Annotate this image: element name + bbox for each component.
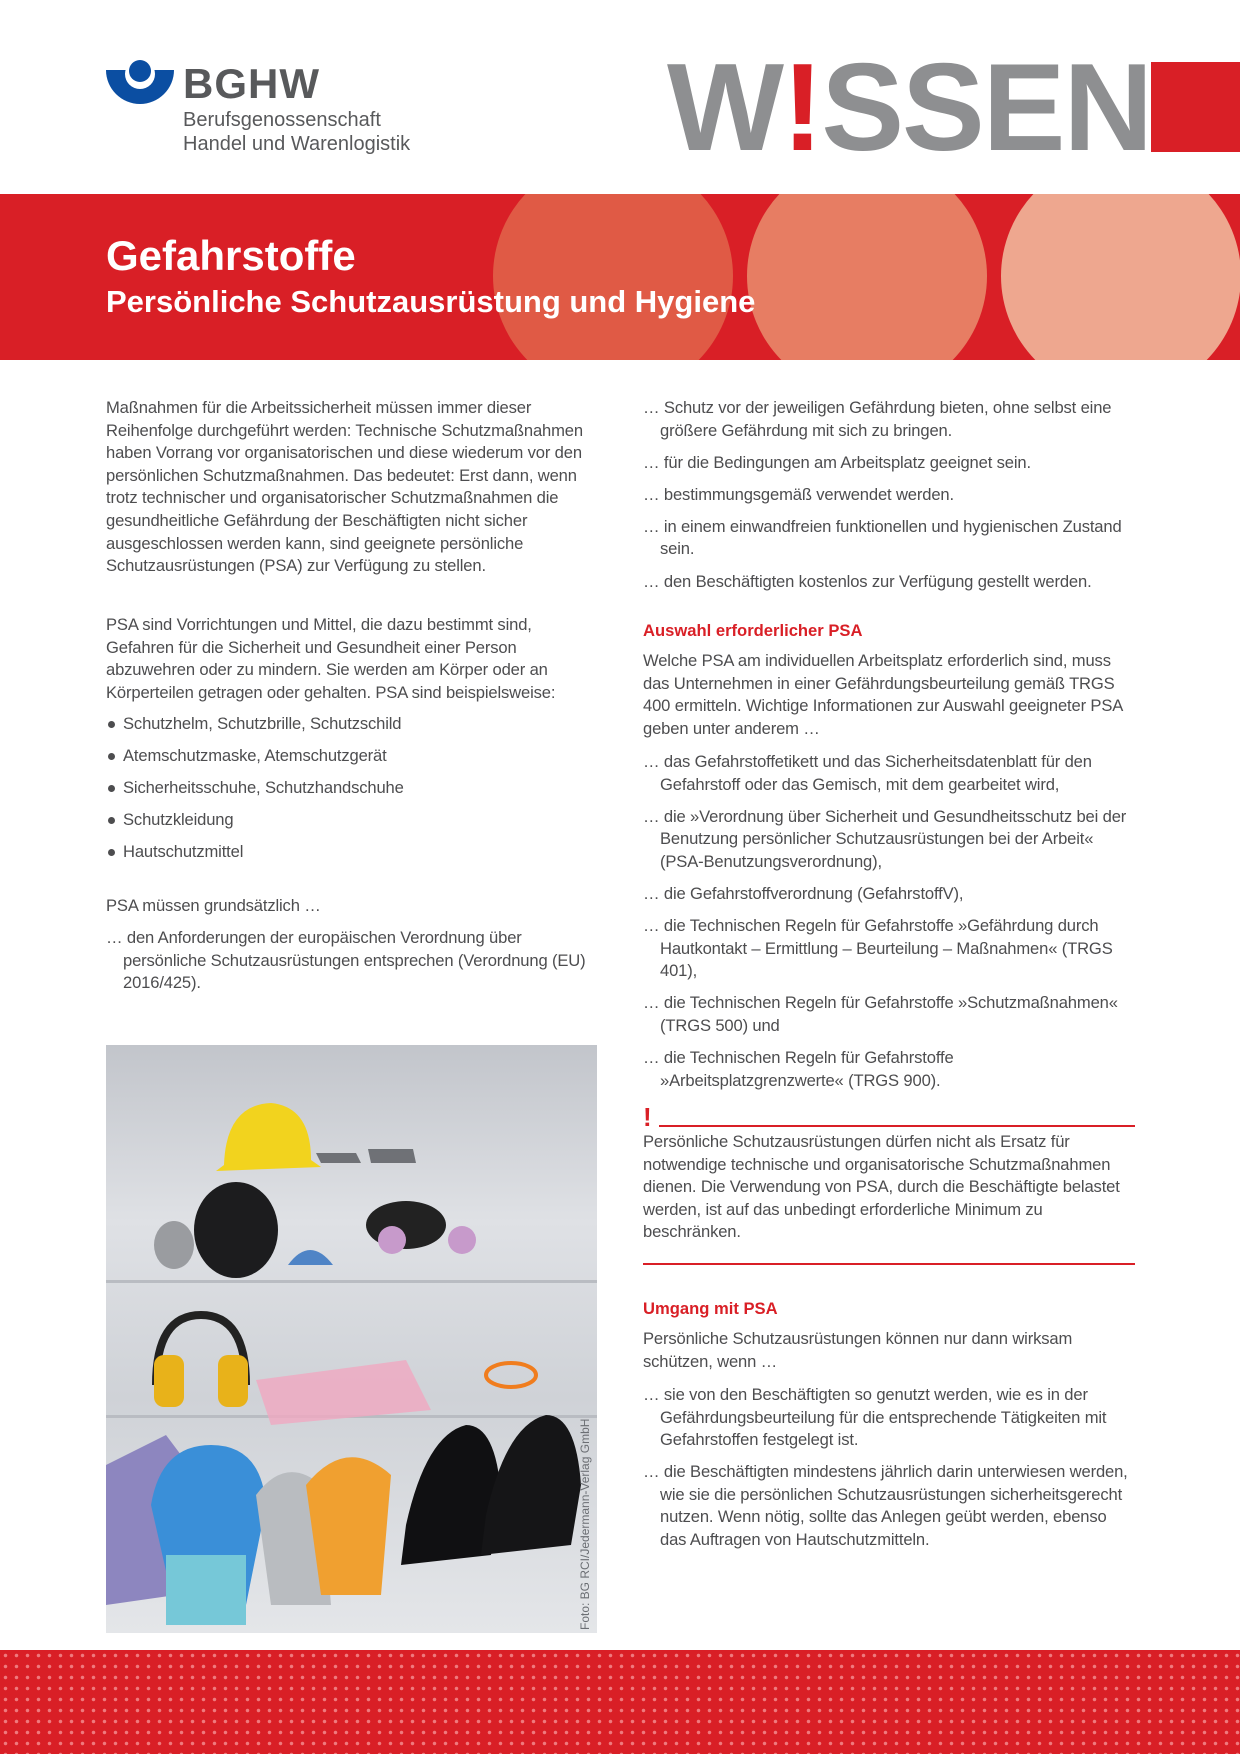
alert-exclamation-icon: ! [643, 1102, 652, 1132]
series-square [1151, 62, 1240, 152]
list-item: … die Beschäftigten mindestens jährlich darin unterwiesen werden, wie sie die persönlichen Schutzausrüstungen sicherheitsgerecht nutzen. Wenn nötig, sollte das Anlegen geübt werden, ebenso das Auftragen von Hautschutzmitteln. [643, 1462, 1128, 1550]
photo-credit: Foto: BG RCI/Jedermann-Verlag GmbH [578, 1418, 592, 1630]
list-item: … den Anforderungen der europäischen Verordnung über persönliche Schutzausrüstungen entsprechen (Verordnung (EU) 2016/425). [106, 928, 586, 993]
series-title: W!SSEN [667, 39, 1152, 177]
org-full-name: Berufsgenossenschaft Handel und Warenlogistik [183, 109, 411, 155]
list-item: Sicherheitsschuhe, Schutzhandschuhe [106, 777, 598, 800]
document-subtitle: Persönliche Schutzausrüstung und Hygiene [106, 284, 756, 319]
list-item: … die Gefahrstoffverordnung (GefahrstoffV), [643, 883, 964, 903]
list-item: Schutzhelm, Schutzbrille, Schutzschild [106, 713, 598, 736]
info-sources-list [643, 751, 1135, 1092]
footer-band [0, 1650, 1240, 1754]
list-item: Schutzkleidung [106, 809, 598, 832]
psa-equipment-photo [106, 1045, 597, 1633]
decor-circle [1001, 194, 1240, 360]
list-item: … Schutz vor der jeweiligen Gefährdung bieten, ohne selbst eine größere Gefährdung mit sich zu bringen. [643, 398, 1112, 440]
list-item: … das Gefahrstoffetikett und das Sicherheitsdatenblatt für den Gefahrstoff oder das Gemisch, mit dem gearbeitet wird, [643, 752, 1092, 794]
org-short-name: BGHW [183, 60, 320, 107]
list-item: … den Beschäftigten kostenlos zur Verfügung gestellt werden. [643, 571, 1092, 591]
list-item: … die Technischen Regeln für Gefahrstoffe »Gefährdung durch Hautkontakt – Ermittlung – Beurteilung – Maßnahmen« (TRGS 401), [643, 916, 1113, 981]
decor-circle [493, 194, 733, 360]
psa-requirements-list [643, 397, 1135, 593]
divider [643, 1263, 1135, 1265]
list-item: … in einem einwandfreien funktionellen und hygienischen Zustand sein. [643, 516, 1122, 559]
bghw-logo-icon [106, 58, 174, 106]
list-item: … sie von den Beschäftigten so genutzt werden, wie es in der Gefährdungsbeurteilung für die entsprechende Tätigkeiten mit Gefahrstoffen festgelegt ist. [643, 1385, 1107, 1450]
decor-circle [747, 194, 987, 360]
list-item: Hautschutzmittel [106, 841, 598, 864]
document-title: Gefahrstoffe [106, 232, 356, 279]
psa-requirements-intro: PSA müssen grundsätzlich … [106, 896, 321, 915]
alert-note: Persönliche Schutzausrüstungen dürfen nicht als Ersatz für notwendige technische und organisatorische Schutzmaßnahmen dienen. Die Verwendung von PSA, durch die Beschäftigte belastet werden, ist auf das unbedingt erforderliche Minimum zu beschränken. [643, 1132, 1120, 1242]
list-item: … die Technischen Regeln für Gefahrstoffe »Schutzmaßnahmen« (TRGS 500) und [643, 993, 1118, 1035]
list-item: … für die Bedingungen am Arbeitsplatz geeignet sein. [643, 452, 1031, 472]
handling-paragraph: Persönliche Schutzausrüstungen können nur dann wirksam schützen, wenn … [643, 1329, 1073, 1371]
psa-definition: PSA sind Vorrichtungen und Mittel, die dazu bestimmt sind, Gefahren für die Sicherheit und Gesundheit einer Person abzuwehren oder zu mindern. Sie werden am Körper oder an Körperteilen getragen oder gehalten. PSA sind beispielsweise: [106, 615, 556, 702]
list-item: Atemschutzmaske, Atemschutzgerät [106, 745, 598, 768]
section-heading-selection: Auswahl erforderlicher PSA [643, 621, 863, 640]
intro-paragraph: Maßnahmen für die Arbeitssicherheit müssen immer dieser Reihenfolge durchgeführt werden: Technische Schutzmaßnahmen haben Vorrang vor organisatorischen und diese wiederum vor den persönlichen Schutzmaßnahmen. Das bedeutet: Erst dann, wenn trotz technischer und organisatorischer Schutzmaßnahmen die gesundheitliche Gefährdung der Beschäftigten nicht sicher ausgeschlossen werden kann, sind geeignete persönliche Schutzausrüstungen (PSA) zur Verfügung zu stellen. [106, 398, 583, 576]
divider [659, 1125, 1135, 1127]
list-item: … die Technischen Regeln für Gefahrstoffe »Arbeitsplatzgrenzwerte« (TRGS 900). [643, 1048, 954, 1090]
list-item: … die »Verordnung über Sicherheit und Gesundheitsschutz bei der Benutzung persönlicher Schutzausrüstungen bei der Arbeit« (PSA-Benutzungsverordnung), [643, 806, 1127, 871]
list-item: … bestimmungsgemäß verwendet werden. [643, 484, 954, 504]
section-heading-handling: Umgang mit PSA [643, 1299, 778, 1318]
handling-list [643, 1384, 1135, 1552]
selection-paragraph: Welche PSA am individuellen Arbeitsplatz erforderlich sind, muss das Unternehmen in einer Gefährdungsbeurteilung gemäß TRGS 400 ermitteln. Wichtige Informationen zur Auswahl geeigneter PSA geben unter anderem … [643, 651, 1123, 738]
psa-examples-list [106, 713, 598, 863]
